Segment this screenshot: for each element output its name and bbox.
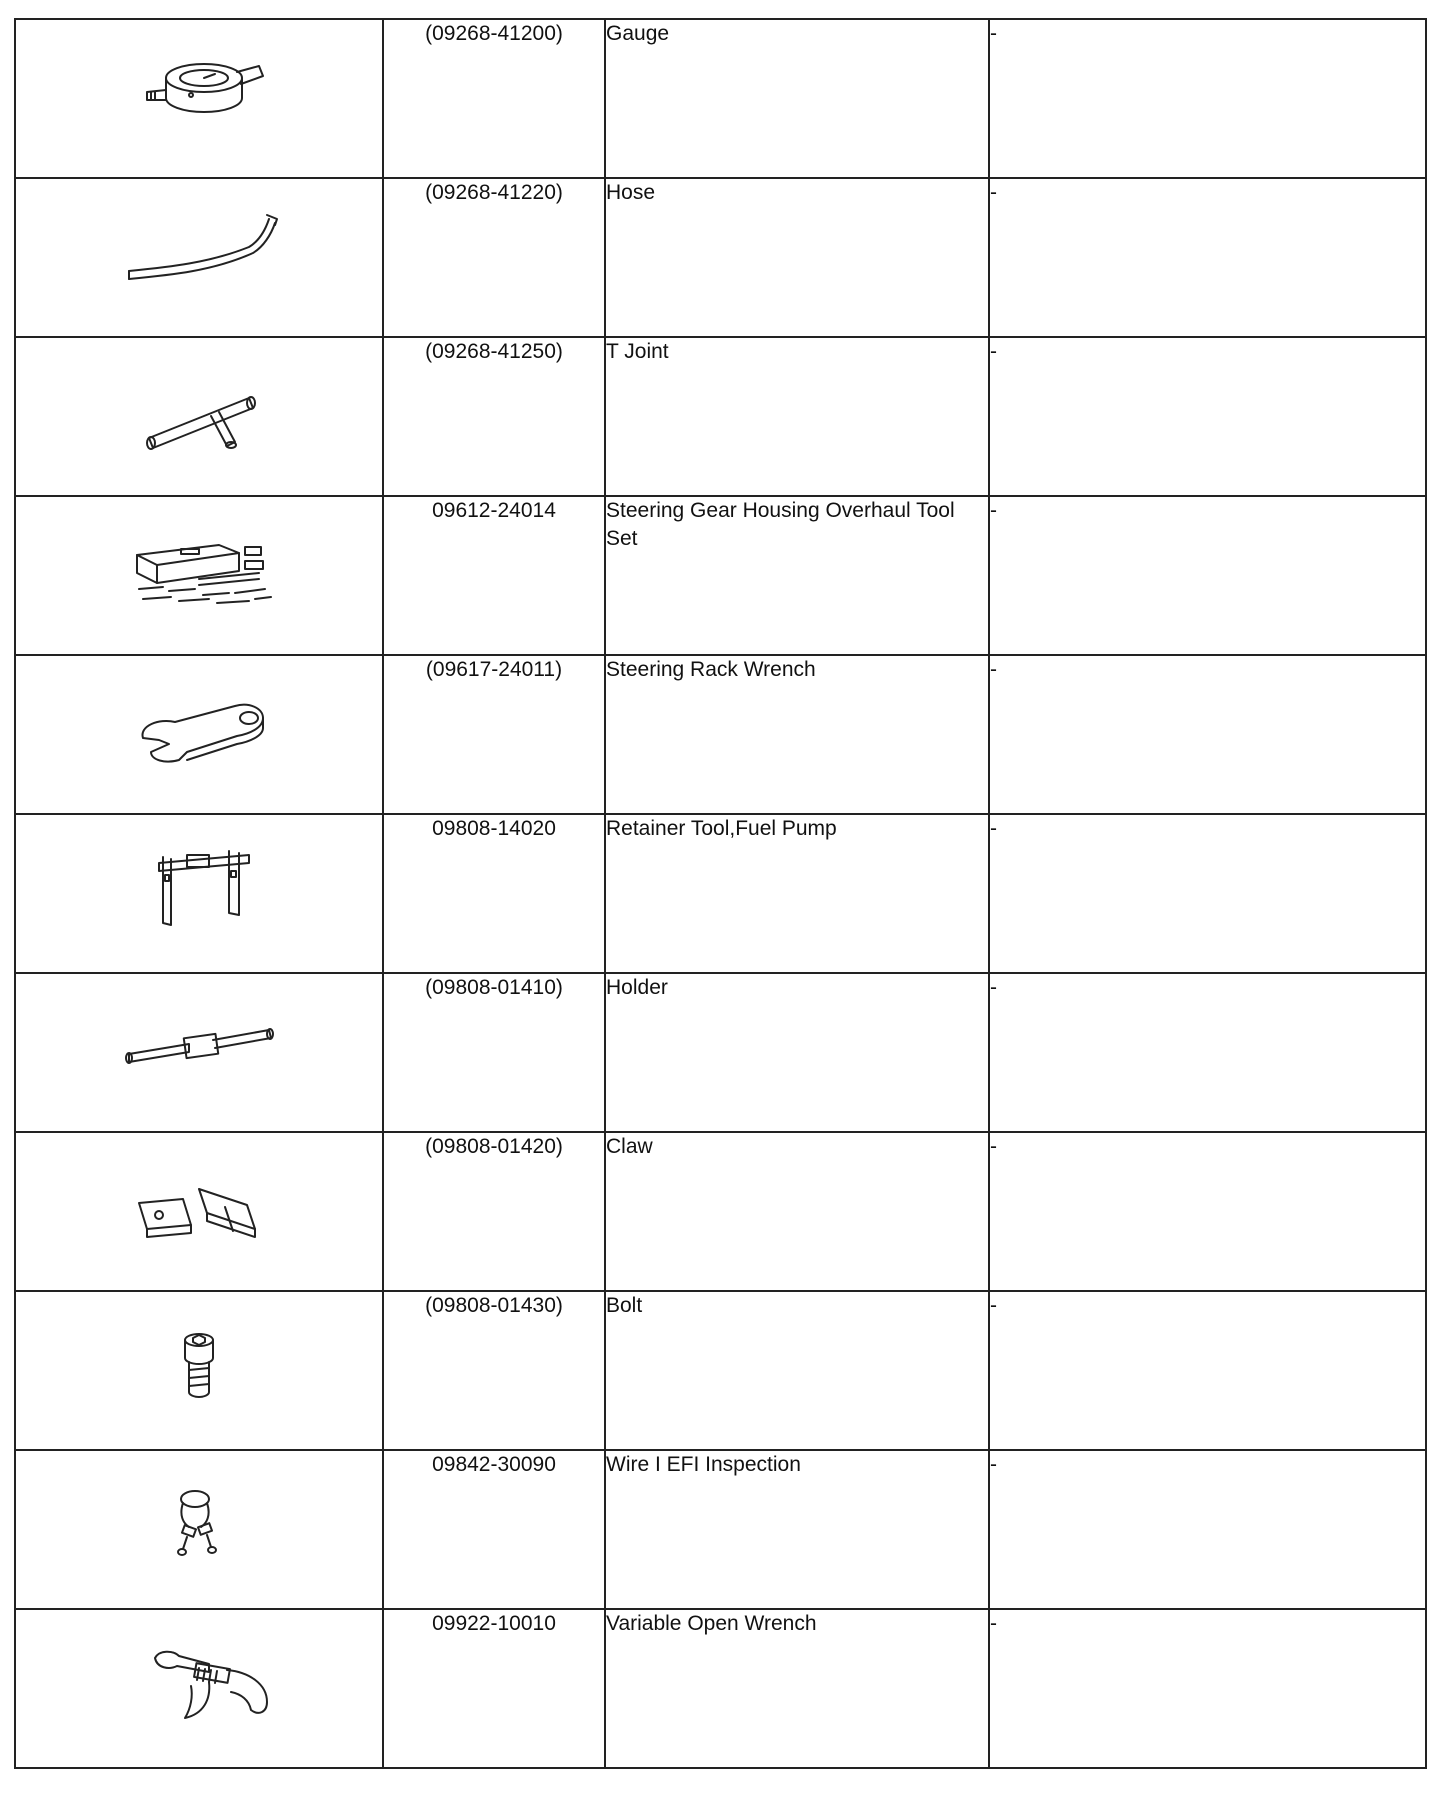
retainer-tool-icon <box>99 815 299 945</box>
table-row <box>15 337 1426 496</box>
illustration-cell <box>15 19 383 178</box>
table-row <box>15 1609 1426 1768</box>
tool-name: Claw <box>605 1132 989 1291</box>
tool-note: - <box>989 1132 1426 1291</box>
part-number: (09268-41250) <box>383 337 605 496</box>
tool-note: - <box>989 178 1426 337</box>
tool-name: Wire I EFI Inspection <box>605 1450 989 1609</box>
part-number: 09808-14020 <box>383 814 605 973</box>
part-number: 09612-24014 <box>383 496 605 655</box>
illustration-cell <box>15 1132 383 1291</box>
tool-name: Holder <box>605 973 989 1132</box>
tool-name: Variable Open Wrench <box>605 1609 989 1768</box>
illustration-cell <box>15 178 383 337</box>
tool-note: - <box>989 496 1426 655</box>
table-row <box>15 1450 1426 1609</box>
part-number: 09922-10010 <box>383 1609 605 1768</box>
bolt-icon <box>99 1292 299 1422</box>
table-row <box>15 178 1426 337</box>
part-number: (09268-41200) <box>383 19 605 178</box>
illustration-cell <box>15 973 383 1132</box>
illustration-cell <box>15 1291 383 1450</box>
table-row <box>15 973 1426 1132</box>
holder-icon <box>99 974 299 1104</box>
tool-name: Steering Rack Wrench <box>605 655 989 814</box>
tool-note: - <box>989 655 1426 814</box>
illustration-cell <box>15 496 383 655</box>
rack-wrench-icon <box>99 656 299 786</box>
part-number: (09808-01430) <box>383 1291 605 1450</box>
inspection-wire-icon <box>99 1451 299 1581</box>
illustration-cell <box>15 655 383 814</box>
table-row <box>15 496 1426 655</box>
table-row <box>15 1132 1426 1291</box>
tool-note: - <box>989 19 1426 178</box>
tool-note: - <box>989 814 1426 973</box>
tool-name: Hose <box>605 178 989 337</box>
tool-note: - <box>989 1291 1426 1450</box>
part-number: 09842-30090 <box>383 1450 605 1609</box>
tool-name: Retainer Tool,Fuel Pump <box>605 814 989 973</box>
tool-set-icon <box>99 497 299 627</box>
illustration-cell <box>15 1450 383 1609</box>
tool-note: - <box>989 337 1426 496</box>
part-number: (09808-01420) <box>383 1132 605 1291</box>
table-row <box>15 19 1426 178</box>
open-wrench-icon <box>99 1610 299 1740</box>
claw-icon <box>99 1133 299 1263</box>
t-joint-icon <box>99 338 299 468</box>
tool-name: Steering Gear Housing Overhaul Tool Set <box>605 496 989 655</box>
tool-note: - <box>989 1450 1426 1609</box>
part-number: (09268-41220) <box>383 178 605 337</box>
table-row <box>15 814 1426 973</box>
pressure-gauge-icon <box>99 20 299 150</box>
tool-name: T Joint <box>605 337 989 496</box>
tool-note: - <box>989 973 1426 1132</box>
illustration-cell <box>15 814 383 973</box>
hose-icon <box>99 179 299 309</box>
tool-name: Gauge <box>605 19 989 178</box>
tool-name: Bolt <box>605 1291 989 1450</box>
table-row <box>15 1291 1426 1450</box>
part-number: (09617-24011) <box>383 655 605 814</box>
tool-note: - <box>989 1609 1426 1768</box>
part-number: (09808-01410) <box>383 973 605 1132</box>
illustration-cell <box>15 337 383 496</box>
table-row <box>15 655 1426 814</box>
illustration-cell <box>15 1609 383 1768</box>
special-tools-table <box>14 18 1427 1769</box>
